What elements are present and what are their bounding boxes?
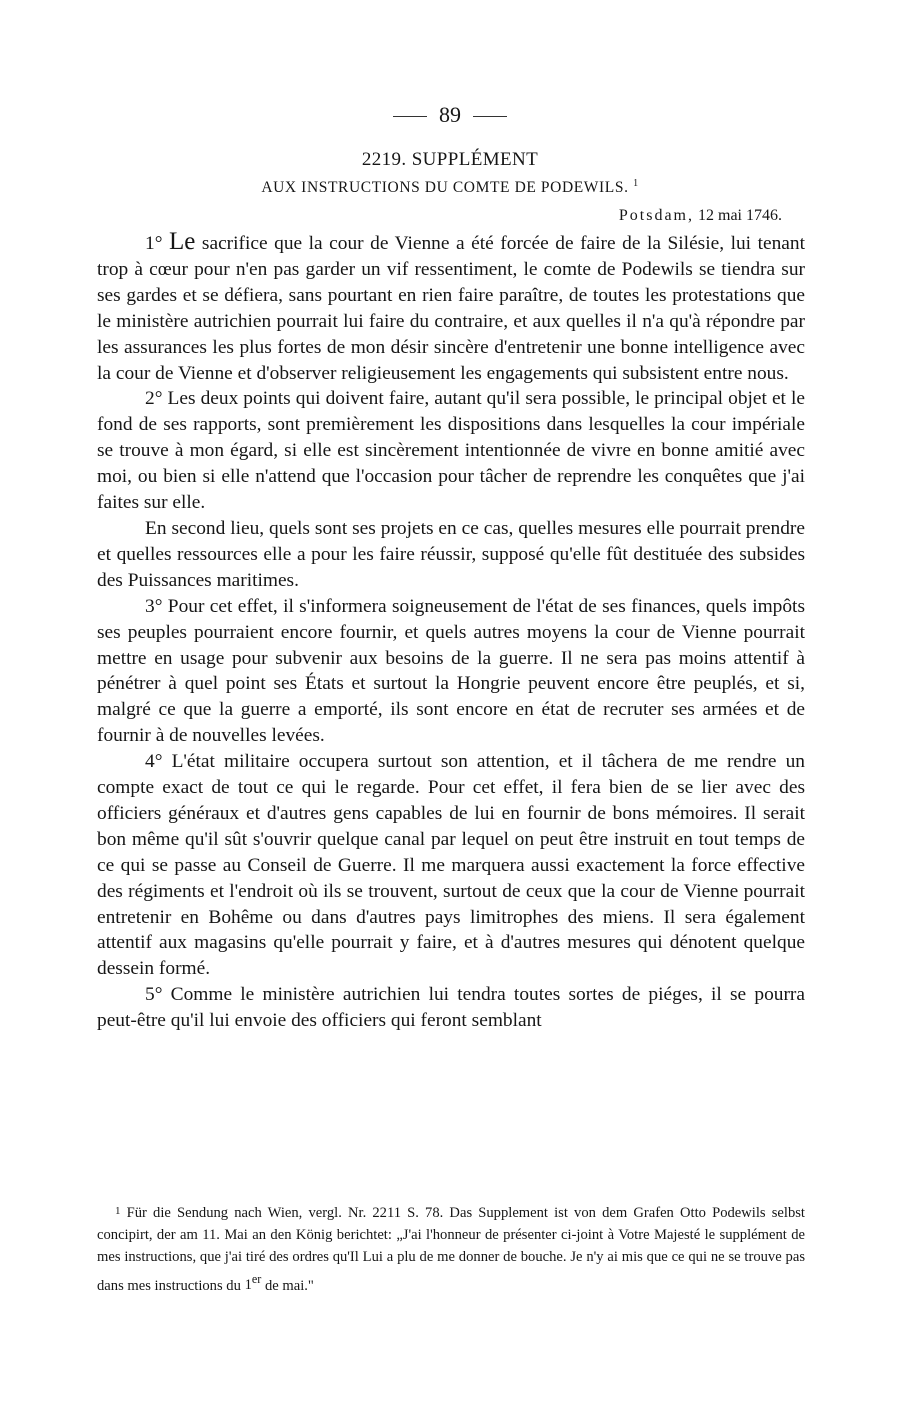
folio-dash-right <box>473 116 507 117</box>
paragraph-text: Comme le ministère autrichien lui tendra toutes sortes de piéges, il se pourra peut-être qu'il lui envoie des officiers qui feront semblant <box>97 984 805 1032</box>
paragraph-4 <box>97 594 805 749</box>
ordinal-number: 1 <box>244 1277 252 1294</box>
footnote-ordinal <box>244 1272 262 1294</box>
paragraph-6 <box>97 982 805 1034</box>
paragraph-text: L'état militaire occupera surtout son attention, et il tâchera de me rendre un compte exact de tout ce qui le regarde. Pour cet effet, il fera bien de se lier avec des officiers généraux et d'autres gens capables de lui en fournir de bons mémoires. Il serait bon même qu'il sût s'ouvrir quelque canal par lequel on peut être instruit en tout temps de ce qui se passe au Conseil de Guerre. Il me marquera aussi exactement la force effective des régiments et l'endroit où ils se trouvent, surtout de ceux que la cour de Vienne pourrait entretenir en Bohême ou dans d'autres pays limitrophes des miens. Il sera également attentif aux magasins qu'elle pourrait y faire, et à d'autres mesures qui dénotent quelque dessein formé. <box>97 751 805 980</box>
body-text <box>97 229 805 1034</box>
document-subtitle <box>0 173 900 199</box>
paragraph-3 <box>97 516 805 594</box>
paragraph-text: Les deux points qui doivent faire, autant qu'il sera possible, le principal objet et le fond de ses rapports, sont premièrement les dispositions dans lesquelles la cour impériale se trouve à mon égard, si elle est sincèrement intentionnée de vivre en bonne amitié avec moi, ou bien si elle n'attend que l'occasion pour tâcher de reprendre les conquêtes que j'ai faites sur elle. <box>97 388 805 514</box>
document-title: 2219. SUPPLÉMENT <box>361 149 539 170</box>
paragraph-2 <box>97 386 805 516</box>
paragraph-marker: 5° <box>145 984 163 1006</box>
footnote-reference: 1 <box>633 178 639 189</box>
paragraph-text: Pour cet effet, il s'informera soigneusement de l'état de ses finances, quels impôts ses peuples pourraient encore fournir, et quels autres moyens la cour de Vienne pourrait mettre en usage pour subvenir aux besoins de la guerre. Il ne sera pas moins attentif à pénétrer à quel point ses États et surtout la Hongrie peuvent encore être peuplés, et si, malgré ce que la guerre a emporté, ils sont encore en état de recruter ses armées et de fournir à de nouvelles levées. <box>97 595 805 747</box>
paragraph-marker: 1° <box>145 233 163 254</box>
paragraph-first-word: Le <box>169 228 196 255</box>
paragraph-text: En second lieu, quels sont ses projets en ce cas, quelles mesures elle pourrait prendre et quelles ressources elle a pour les faire réussir, supposé qu'elle fût destituée des subsides des Puissances maritimes. <box>97 517 805 591</box>
paragraph-marker: 2° <box>145 388 163 410</box>
footnote <box>97 1200 805 1297</box>
footnote-tail: de mai." <box>264 1277 314 1294</box>
page-number: 89 <box>439 102 461 127</box>
paragraph-5 <box>97 749 805 982</box>
paragraph-text: sacrifice que la cour de Vienne a été forcée de faire de la Silésie, lui tenant trop à cœur pour n'en pas garder un vif ressentiment, le comte de Podewils se tiendra sur ses gardes et se défiera, sans pourtant en rien faire paraître, de toutes les protestations que le ministère autrichien pourrait lui faire du contraire, et aux quelles il n'a qu'à répondre par les assurances les plus fortes de mon désir sincère d'entretenir une bonne intelligence avec la cour de Vienne et d'observer religieusement les engagements qui subsistent entre nous. <box>97 233 805 384</box>
folio-dash-left <box>393 116 427 117</box>
dateline-place: Potsdam, <box>618 207 694 224</box>
paragraph-marker: 3° <box>145 595 163 617</box>
paragraph-1 <box>97 229 805 386</box>
dateline <box>619 205 782 227</box>
dateline-date: 12 mai 1746. <box>698 207 782 224</box>
page-number-line <box>0 100 900 130</box>
footnote-mark: 1 <box>115 1205 121 1217</box>
paragraph-marker: 4° <box>145 751 163 773</box>
subtitle-text: AUX INSTRUCTIONS DU COMTE DE PODEWILS. <box>261 179 629 197</box>
ordinal-suffix: er <box>251 1272 262 1287</box>
footnote-text: Für die Sendung nach Wien, vergl. Nr. 2211 S. 78. Das Supplement ist von dem Grafen Otto Podewils selbst concipirt, der am 11. Mai an den König berichtet: „J'ai l'honneur de présenter ci-joint à Votre Majesté le supplément de mes instructions, que j'ai tiré des ordres qu'Il Lui a plu de me donner de bouche. Je n'y ai mis que ce qui ne se trouve pas dans mes instructions du <box>97 1205 805 1294</box>
